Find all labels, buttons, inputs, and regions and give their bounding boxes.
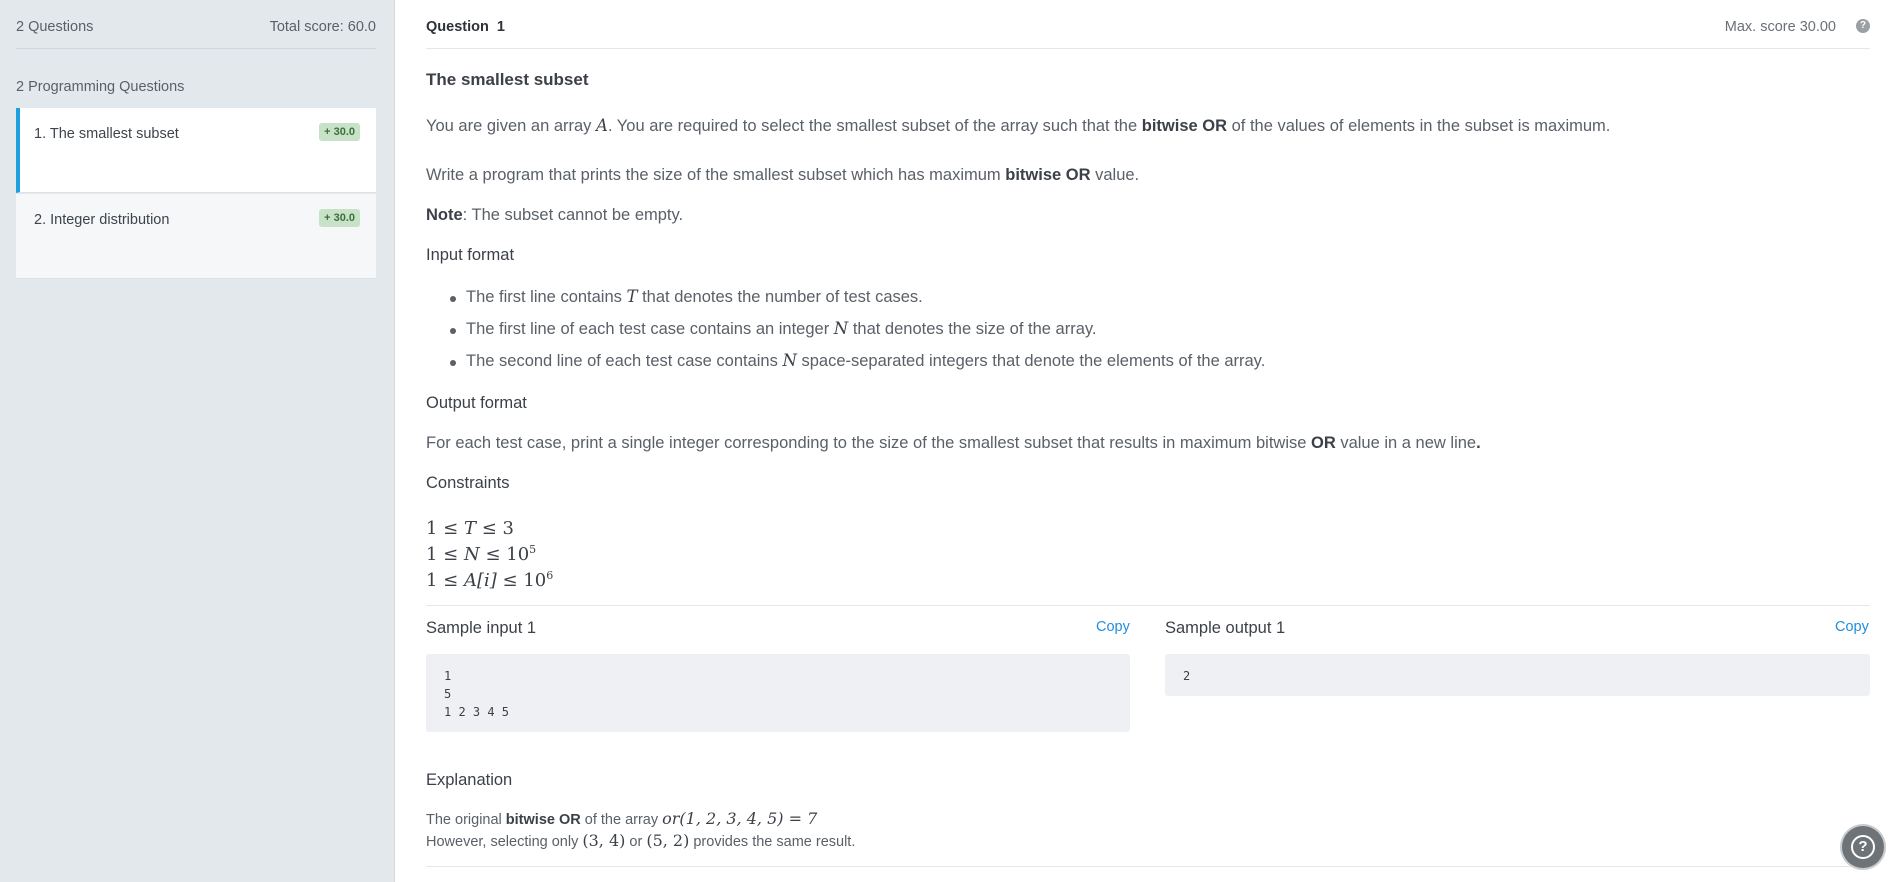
math-var: N [833, 319, 849, 338]
copy-sample-input-button[interactable]: Copy [1096, 619, 1130, 635]
output-text: value in a new line [1335, 434, 1477, 452]
sidebar-item-label: 1. The smallest subset [34, 126, 179, 142]
score-badge: + 30.0 [319, 123, 360, 141]
output-text: For each test case, print a single integer corresponding to the size of the smallest subset that results in maximum bitwise [426, 434, 1311, 452]
question-label: Question [426, 19, 489, 35]
sidebar-item-label: 2. Integer distribution [34, 212, 170, 228]
output-format-heading: Output format [426, 394, 527, 412]
section-divider [426, 866, 1870, 867]
constraint-exponent: 5 [529, 543, 537, 556]
constraints-heading: Constraints [426, 474, 510, 492]
sidebar-item-integer-distribution[interactable] [16, 194, 376, 279]
constraint-text: ≤ 3 [476, 518, 514, 539]
math-var: A[i] [463, 570, 497, 591]
item-text: that denotes the size of the array. [848, 320, 1097, 338]
sample-output-box: 2 [1165, 654, 1870, 696]
output-format-text [426, 434, 1481, 453]
explanation-heading: Explanation [426, 771, 513, 789]
math-var: A [596, 116, 608, 135]
questions-count: 2 Questions [16, 19, 94, 35]
math-expression: (5, 2) [646, 831, 690, 850]
intro-text: You are given an array [426, 117, 597, 135]
math-var: N [463, 544, 480, 565]
task-text: value. [1090, 166, 1140, 184]
question-title: The smallest subset [426, 70, 589, 89]
sidebar-header [16, 14, 376, 49]
explanation-text: of the array [580, 812, 663, 828]
constraint-text: ≤ 10 [479, 544, 530, 565]
sidebar [0, 0, 395, 882]
input-format-item [426, 319, 1097, 339]
item-text: The first line contains [466, 288, 627, 306]
math-var: N [782, 351, 797, 370]
explanation-text: provides the same result. [689, 834, 856, 850]
constraint-text: 1 ≤ [426, 570, 464, 591]
output-period: . [1476, 434, 1481, 452]
help-chat-button[interactable] [1842, 826, 1884, 868]
constraint-text: ≤ 10 [496, 570, 547, 591]
math-var: T [463, 518, 476, 539]
sidebar-item-smallest-subset[interactable] [16, 108, 376, 193]
explanation-text: However, selecting only [426, 834, 583, 850]
constraint-line [426, 563, 553, 594]
bold-term: OR [1311, 434, 1336, 452]
section-divider [426, 605, 1870, 606]
intro-text: of the values of elements in the subset is maximum. [1227, 117, 1611, 135]
item-text: The second line of each test case contains [466, 352, 783, 370]
score-badge: + 30.0 [319, 209, 360, 227]
sample-input-box: 1 5 1 2 3 4 5 [426, 654, 1130, 732]
problem-task [426, 166, 1139, 185]
intro-text: . You are required to select the smallest subset of the array such that the [607, 117, 1142, 135]
constraint-text: 1 ≤ [426, 544, 464, 565]
note-text: : The subset cannot be empty. [462, 206, 684, 224]
item-text: The first line of each test case contains an integer [466, 320, 834, 338]
input-format-item [426, 351, 1265, 371]
math-expression: or(1, 2, 3, 4, 5) = 7 [662, 809, 818, 828]
question-header [426, 14, 1870, 49]
bold-term: bitwise OR [505, 812, 581, 828]
constraint-exponent: 6 [546, 569, 554, 582]
total-score: Total score: 60.0 [269, 19, 376, 35]
bold-term: bitwise OR [1005, 166, 1091, 184]
input-format-heading: Input format [426, 246, 515, 264]
max-score: Max. score 30.00 [1724, 19, 1836, 35]
input-format-item [426, 287, 923, 307]
bold-term: bitwise OR [1141, 117, 1228, 135]
explanation-text: or [625, 834, 647, 850]
explanation-text: The original [426, 812, 506, 828]
question-number [426, 19, 505, 35]
explanation-line [426, 809, 817, 828]
explanation-line [426, 831, 855, 850]
math-var: T [626, 287, 638, 306]
sample-input-title: Sample input 1 [426, 619, 537, 637]
constraint-text: 1 ≤ [426, 518, 464, 539]
problem-intro [426, 116, 1610, 136]
question-mark-icon: ? [1851, 835, 1875, 859]
sample-output-title: Sample output 1 [1165, 619, 1286, 637]
problem-note [426, 206, 683, 225]
help-icon[interactable]: ? [1856, 19, 1870, 33]
note-label: Note [426, 206, 463, 224]
task-text: Write a program that prints the size of the smallest subset which has maximum [426, 166, 1006, 184]
sidebar-group-label: 2 Programming Questions [16, 79, 185, 95]
question-index: 1 [496, 19, 505, 35]
copy-sample-output-button[interactable]: Copy [1835, 619, 1869, 635]
item-text: space-separated integers that denote the elements of the array. [796, 352, 1266, 370]
math-expression: (3, 4) [582, 831, 626, 850]
item-text: that denotes the number of test cases. [637, 288, 923, 306]
